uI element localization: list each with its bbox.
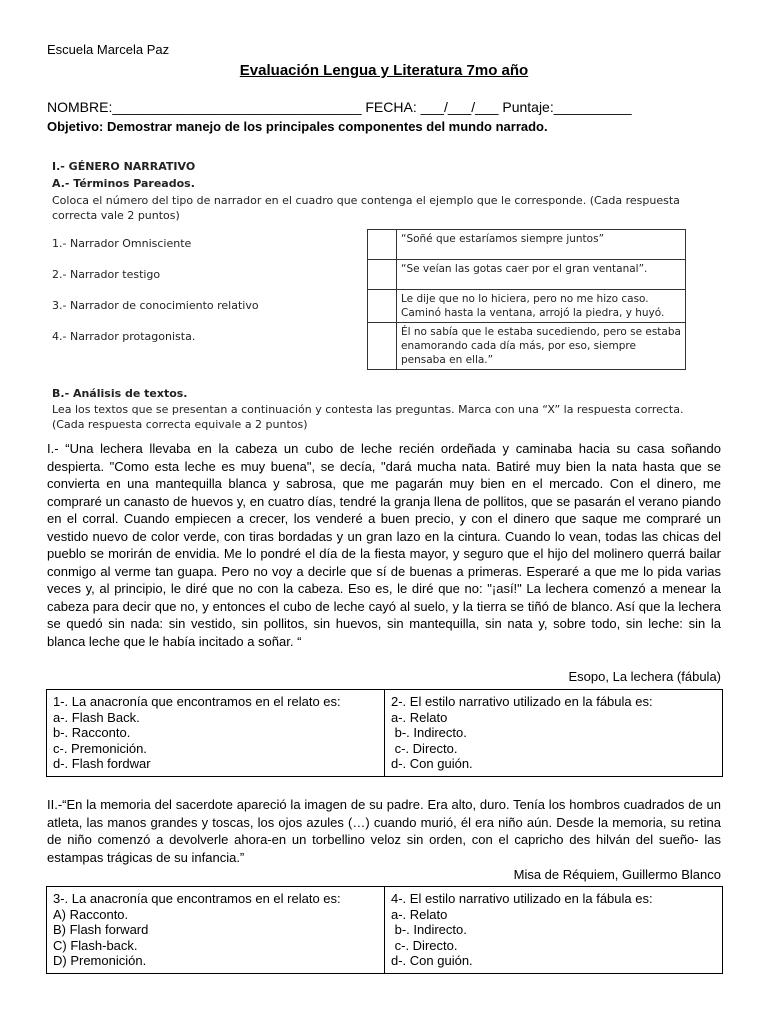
reading-text: I.- “Una lechera llevaba en la cabeza un cubo de leche recién ordeñada y caminaba hacia su casa soñando despierta. "Como esta leche es muy buena", se decía, "dará mucha nata. Batiré muy bien la nata hasta que se convierta en una mantequilla blanca y sabrosa, que me pagarán muy bien en el mercado. Con el dinero, me compraré un canasto de huevos y, en cuatro días, tendré la granja llena de pollitos, que se pasarán el verano piando en el corral. Cuando empiecen a crecer, los venderé a buen precio, y con el dinero que saque me compraré un vestido nuevo de color verde, con tiras bordadas y un gran lazo en la cintura. Cuando lo vean, todas las chicas del pueblo se morirán de envidia. Me lo pondré el día de la fiesta mayor, y seguro que el hijo del molinero querrá bailar conmigo al verme tan guapa. Pero no voy a decirle que sí de buenas a primeras. Esperaré a que me lo pida varias veces y, al principio, le diré que no con la cabeza. Eso es, le diré que no: "¡así!" La lechera comenzó a menear la cabeza para decir que no, y entonces el cubo de leche cayó al suelo, y la tierra se tiñó de blanco. Así que la lechera se quedó sin nada: sin vestido, sin pollitos, sin huevos, sin mantequilla, sin nata y, sobre todo, sin leche: sin la blanca leche que le había incitado a soñar. “ — [47, 441, 721, 649]
answer-option[interactable]: d-. Flash fordwar — [53, 756, 151, 771]
answer-option[interactable]: b-. Indirecto. — [391, 922, 467, 937]
text-source: Misa de Réquiem, Guillermo Blanco — [513, 867, 721, 882]
subsection-heading: A.- Términos Pareados. — [52, 177, 195, 190]
answer-option[interactable]: a-. Flash Back. — [53, 709, 140, 725]
matching-row — [368, 230, 686, 260]
objective — [47, 118, 567, 135]
matching-row — [368, 260, 686, 290]
answer-box[interactable] — [368, 260, 397, 290]
text-source: Esopo, La lechera (fábula) — [568, 669, 721, 684]
answer-option[interactable]: a-. Relato — [391, 709, 448, 725]
matching-row — [368, 323, 686, 370]
answer-box[interactable] — [368, 230, 397, 260]
matching-row — [368, 290, 686, 323]
questions-table — [46, 689, 723, 777]
answer-option[interactable]: C) Flash-back. — [53, 937, 138, 953]
objective-text: Demostrar manejo de los principales componentes del mundo narrado. — [103, 119, 548, 134]
example-text: “Soñé que estaríamos siempre juntos” — [397, 230, 686, 260]
answer-option[interactable]: c-. Premonición. — [53, 740, 147, 756]
answer-option[interactable]: B) Flash forward — [53, 922, 149, 937]
question-stem: 4-. El estilo narrativo utilizado en la fábula es: — [391, 891, 653, 906]
section-heading: I.- GÉNERO NARRATIVO — [52, 160, 196, 173]
instructions: Lea los textos que se presentan a continuación y contesta las preguntas. Marca con una “X” la respuesta correcta. (Cada respuesta correcta equivale a 2 puntos) — [52, 403, 684, 431]
narrator-item: 2.- Narrador testigo — [52, 268, 161, 281]
answer-option[interactable]: a-. Relato — [391, 906, 448, 922]
example-text: Le dije que no lo hiciera, pero no me hizo caso. Caminó hasta la ventana, arrojó la piedra, y huyó. — [397, 290, 686, 323]
question-stem: 2-. El estilo narrativo utilizado en la fábula es: — [391, 694, 653, 709]
narrator-item: 1.- Narrador Omnisciente — [52, 237, 192, 250]
page-title: Evaluación Lengua y Literatura 7mo año — [239, 62, 529, 79]
answer-option[interactable]: D) Premonición. — [53, 953, 147, 968]
answer-option[interactable]: b-. Racconto. — [53, 725, 131, 740]
answer-option[interactable]: d-. Con guión. — [391, 953, 473, 968]
answer-option[interactable]: d-. Con guión. — [391, 756, 473, 771]
question-cell — [385, 887, 723, 974]
narrator-item: 3.- Narrador de conocimiento relativo — [52, 299, 259, 312]
instructions: Coloca el número del tipo de narrador en el cuadro que contenga el ejemplo que le corresponde. (Cada respuesta correcta vale 2 puntos) — [52, 194, 680, 222]
objective-label: Objetivo: — [47, 119, 104, 134]
question-cell — [47, 887, 385, 974]
example-text: Él no sabía que le estaba sucediendo, pero se estaba enamorando cada día más, por eso, siempre pensaba en ella.” — [397, 323, 686, 370]
answer-box[interactable] — [368, 290, 397, 323]
question-cell — [47, 690, 385, 777]
question-stem: 1-. La anacronía que encontramos en el relato es: — [53, 694, 341, 709]
reading-text: II.-“En la memoria del sacerdote apareció la imagen de su padre. Era alto, duro. Tenía los hombros cuadrados de un atleta, las manos grandes y toscas, los ojos azules (…) cuando murió, él era niño aún. Desde la memoria, su retina de niño comenzó a devolverle ahora-en un torbellino veloz sin orden, con el capricho des hilván del sueño- las estampas trágicas de su infancia.” — [47, 797, 721, 865]
answer-option[interactable]: b-. Indirecto. — [391, 725, 467, 740]
example-text: “Se veían las gotas caer por el gran ventanal”. — [397, 260, 686, 290]
answer-option[interactable]: c-. Directo. — [391, 937, 458, 953]
question-stem: 3-. La anacronía que encontramos en el relato es: — [53, 891, 341, 906]
question-cell — [385, 690, 723, 777]
answer-box[interactable] — [368, 323, 397, 370]
subsection-heading: B.- Análisis de textos. — [52, 387, 188, 400]
answer-option[interactable]: A) Racconto. — [53, 906, 129, 922]
matching-table — [367, 229, 686, 370]
narrator-item: 4.- Narrador protagonista. — [52, 330, 196, 343]
answer-option[interactable]: c-. Directo. — [391, 740, 458, 756]
school-name: Escuela Marcela Paz — [47, 42, 170, 57]
student-info-line: NOMBRE:________________________________ FECHA: ___/___/___ Puntaje:__________ — [47, 99, 632, 115]
questions-table — [46, 886, 723, 974]
